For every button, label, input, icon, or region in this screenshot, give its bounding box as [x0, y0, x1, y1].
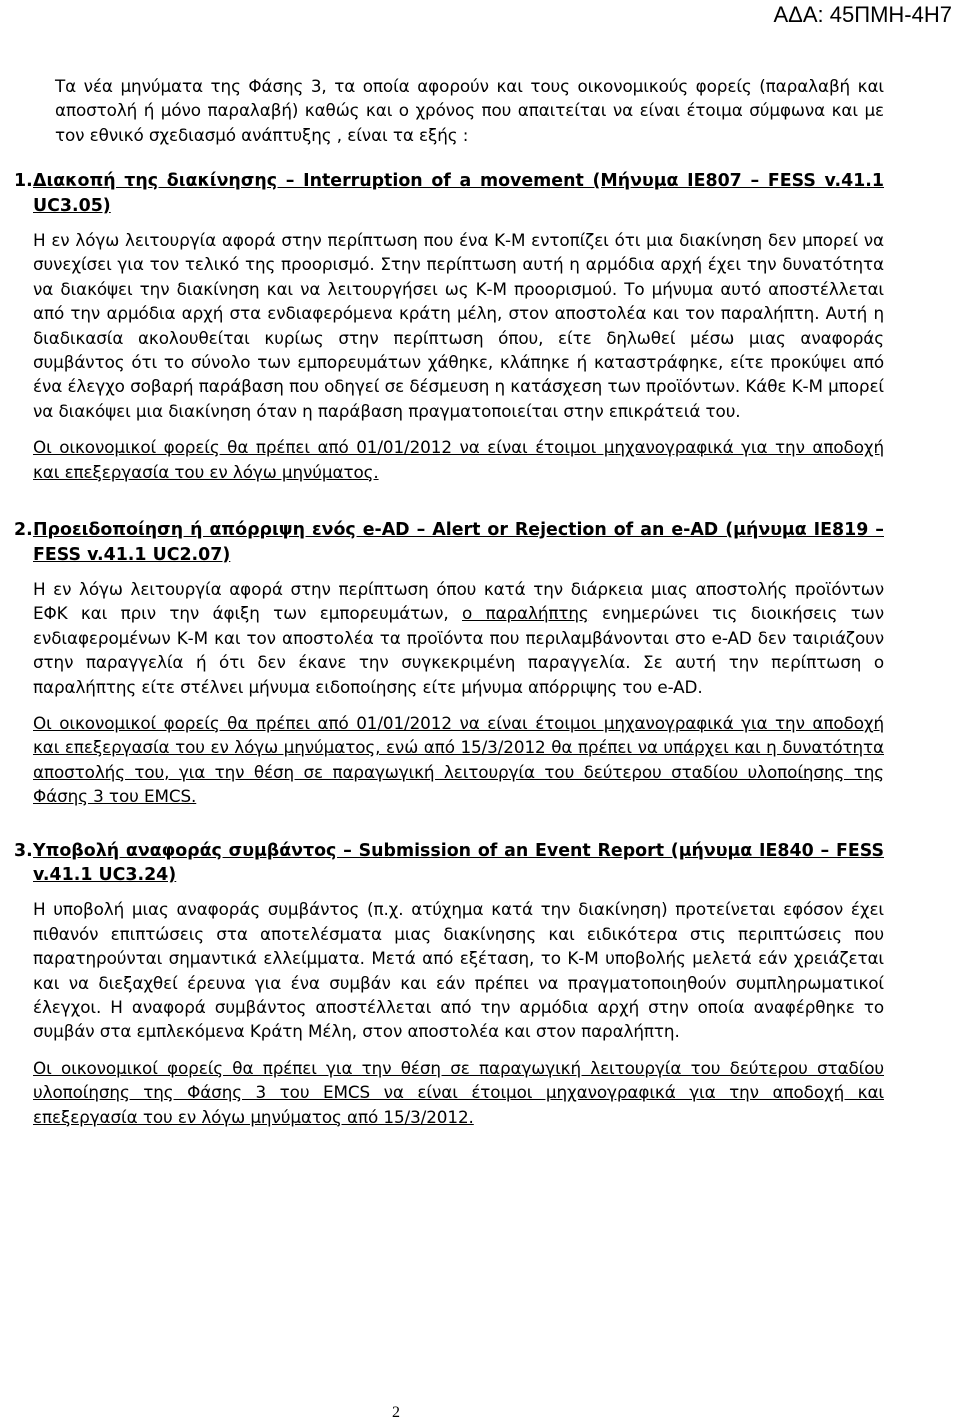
section-2-note: Οι οικονομικοί φορείς θα πρέπει από 01/01/2012 να είναι έτοιμοι μηχανογραφικά για την αποδοχή και επεξεργασία του εν λόγω μηνύματος, ενώ από 15/3/2012 θα πρέπει να υπάρχει και η δυνατότητα αποστολής του, για την θέση σε παραγωγική λειτουργία του δεύτερου σταδίου υλοποίησης της Φάσης 3 του EMCS. [33, 712, 884, 807]
ada-code: ΑΔΑ: 45ΠΜΗ-4Η7 [773, 2, 952, 27]
page-number: 2 [392, 1404, 400, 1421]
section-title: Υποβολή αναφοράς συμβάντος – Submission of an Event Report (μήνυμα IE840 – FESS v.41.1 UC3.24) [33, 840, 884, 885]
document-body [14, 74, 884, 1129]
intro-paragraph: Τα νέα μηνύματα της Φάσης 3, τα οποία αφορούν και τους οικονομικούς φορείς (παραλαβή και αποστολή ή μόνο παραλαβή) καθώς και ο χρόνος που απαιτείται να είναι έτοιμα σύμφωνα και με τον εθνικό σχεδιασμό ανάπτυξης , είναι τα εξής : [55, 76, 884, 145]
section-3-note: Οι οικονομικοί φορείς θα πρέπει για την θέση σε παραγωγική λειτουργία του δεύτερου σταδίου υλοποίησης της Φάσης 3 του EMCS να είναι έτοιμοι μηχανογραφικά για την αποδοχή και επεξεργασία του εν λόγω μηνύματος από 15/3/2012. [33, 1057, 884, 1127]
section-3-heading: 3. Υποβολή αναφοράς συμβάντος – Submission of an Event Report (μήνυμα IE840 – FESS v.41.1 UC3.24) [14, 840, 884, 885]
recipient-underlined: ο παραλήπτης [462, 603, 589, 624]
section-1-body: Η εν λόγω λειτουργία αφορά στην περίπτωση που ένα Κ-Μ εντοπίζει ότι μια διακίνηση δεν μπορεί να συνεχίσει για τον τελικό της προορισμό. Στην περίπτωση αυτή η αρμόδια αρχή έχει την δυνατότητα να διακόψει την διακίνηση και να λειτουργήσει ως Κ-Μ προορισμού. Το μήνυμα αυτό αποστέλλεται από την αρμόδια αρχή στα ενδιαφερόμενα κράτη μέλη, στον αποστολέα και τον παραλήπτη. Αυτή η διαδικασία ακολουθείται κυρίως στην περίπτωση όπου, είτε δηλωθεί μέσω μιας αναφοράς συμβάντος ότι το σύνολο των εμπορευμάτων χάθηκε, κλάπηκε ή καταστράφηκε, είτε προκύψει από ένα έλεγχο σοβαρή παράβαση που οδηγεί σε δέσμευση η κατάσχεση των προϊόντων. Κάθε Κ-Μ μπορεί να διακόψει μια διακίνηση όταν η παράβαση πραγματοποιείται στην επικράτειά του. [33, 230, 884, 421]
section-title: Προειδοποίηση ή απόρριψη ενός e-AD – Alert or Rejection of an e-AD (μήνυμα IE819 – FESS v.41.1 UC2.07) [33, 520, 884, 565]
section-1-note: Οι οικονομικοί φορείς θα πρέπει από 01/01/2012 να είναι έτοιμοι μηχανογραφικά για την αποδοχή και επεξεργασία του εν λόγω μηνύματος. [33, 437, 884, 482]
section-1-heading: 1. Διακοπή της διακίνησης – Interruption of a movement (Μήνυμα IE807 – FESS v.41.1 UC3.05) [14, 171, 884, 216]
section-title: Διακοπή της διακίνησης – Interruption of a movement (Μήνυμα IE807 – FESS v.41.1 UC3.05) [33, 171, 884, 216]
section-2-body: Η εν λόγω λειτουργία αφορά στην περίπτωση όπου κατά την διάρκεια μιας αποστολής προϊόντων ΕΦΚ και πριν την άφιξη των εμπορευμάτων, ο παραλήπτης ενημερώνει τις διοικήσεις των ενδιαφερομένων Κ-Μ και τον αποστολέα τα προϊόντα που περιλαμβάνονται στο e-AD δεν ταιριάζουν στην παραγγελία ή ότι δεν έκανε την συγκεκριμένη παραγγελία. Σε αυτή την περίπτωση ο παραλήπτης είτε στέλνει μήνυμα ειδοποίησης είτε μήνυμα απόρριψης του e-AD. [33, 578, 884, 697]
section-2-heading: 2. Προειδοποίηση ή απόρριψη ενός e-AD – Alert or Rejection of an e-AD (μήνυμα IE819 – FESS v.41.1 UC2.07) [14, 520, 884, 565]
section-3-body: Η υποβολή μιας αναφοράς συμβάντος (π.χ. ατύχημα κατά την διακίνηση) προτείνεται εφόσον έχει πιθανόν επιπτώσεις στα αποτελέσματα μιας διακίνησης και ειδικότερα στις περιπτώσεις που παρατηρούνται σημαντικά ελλείμματα. Μετά από εξέταση, το Κ-Μ υποβολής μελετά εάν χρειάζεται και να διεξαχθεί έρευνα για ένα συμβάν και εάν πρέπει να πραγματοποιηθούν συμπληρωματικοί έλεγχοι. Η αναφορά συμβάντος αποστέλλεται από την αρμόδια αρχή στην οποία αναφέρθηκε το συμβάν στα εμπλεκόμενα Κράτη Μέλη, στον αποστολέα και στον παραλήπτη. [33, 899, 884, 1042]
